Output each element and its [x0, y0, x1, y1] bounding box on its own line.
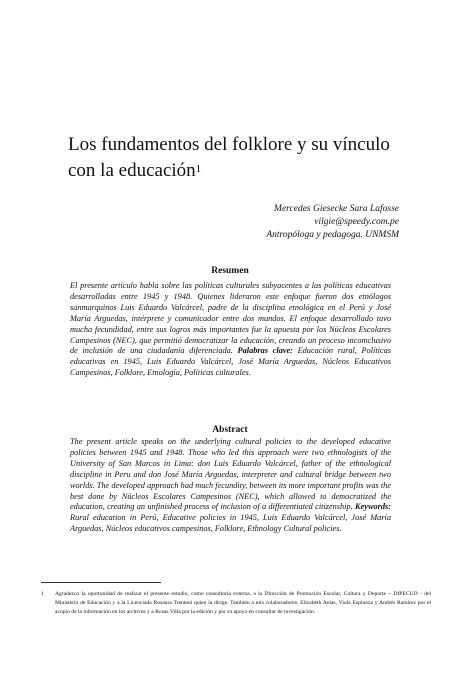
- footnote-number: 1: [41, 591, 44, 597]
- resumen-heading: Resumen: [211, 266, 249, 276]
- abstract-paragraph: [70, 437, 391, 535]
- resumen-keywords: Educación rural, Políticas educativas en 1945, Luis Eduardo Valcárcel, José María Arguedas, Núcleos Educativos Campesinos, Folklore, Etnología, Políticas culturales.: [70, 346, 392, 378]
- abstract-keywords-label: Keywords:: [355, 502, 391, 512]
- abstract-heading: Abstract: [212, 425, 248, 435]
- article-title: [68, 132, 418, 184]
- abstract-text: The present article speaks on the underlying cultural policies to the developed educative policies between 1945 and 1948. Those who led this approach were two ethnologists of the University of San Marcos in Lima: don Luis Eduardo Valcárcel, father of the ethnological discipline in Peru and don José María Arguedas, interpreter and cultural bridge between two worlds. The developed approach had much fecundity, between its more important profits was the best done by Núcleos Escolares Campesinos (NEC), which allowed to democratized the education, creating an unfinished process of inclusion of a differentiated citizenship.: [70, 437, 391, 512]
- author-email: vilgie@speedy.com.pe: [314, 217, 399, 227]
- abstract-keywords: Rural education in Perú, Educative policies in 1945, Luis Eduardo Valcárcel, José María Arguedas, Núcleos educativos campesinos, Folklore, Ethnology Cultural policies.: [70, 513, 391, 534]
- footnote-text: Agradezco la oportunidad de realizar el presente estudio, como consultoría externa, a la Dirección de Promoción Escolar, Cultura y Deporte – DIPECUD - del Ministerio de Educación y a la Licenciada Rosaura Trenteni quien la dirige. También a mis colaboradores: Elizabeth Aelas, Viola Espinoza y Andrés Ramírez por el acopio de la información en los archivos y a Rosas Villa por la edición y por su apoyo en consultar de investigación.: [55, 591, 431, 615]
- footnote-divider: [41, 582, 161, 583]
- resumen-keywords-label: Palabras clave:: [237, 346, 293, 356]
- resumen-paragraph: [70, 281, 391, 379]
- author-affiliation: Antropóloga y pedagoga. UNMSM: [266, 230, 399, 240]
- resumen-text: El presente artículo habla sobre las políticas culturales subyacentes a las políticas educativas desarrolladas entre 1945 y 1948. Quienes lideraron este enfoque fueron dos etnólogos sanmarquinos Luis Eduardo Valcárcel, padre de la disciplina etnológica en el Perú y José María Arguedas, intérprete y comunicador entre dos mundos. El enfoque desarrollado tuvo mucha fecundidad, entre sus logros más importantes fue la apuesta por los Núcleos Escolares Campesinos (NEC), que permitió democratizar la educación, creando un proceso incomclusivo de inclusión de una ciudadanía diferenciada.: [70, 281, 391, 356]
- author-name: Mercedes Giesecke Sara Lafosse: [274, 204, 399, 214]
- footnote: [41, 590, 431, 616]
- author-block: [99, 203, 399, 242]
- article-title-text: Los fundamentos del folklore y su vínculo con la educación: [68, 134, 390, 181]
- title-footnote-ref: 1: [195, 163, 202, 175]
